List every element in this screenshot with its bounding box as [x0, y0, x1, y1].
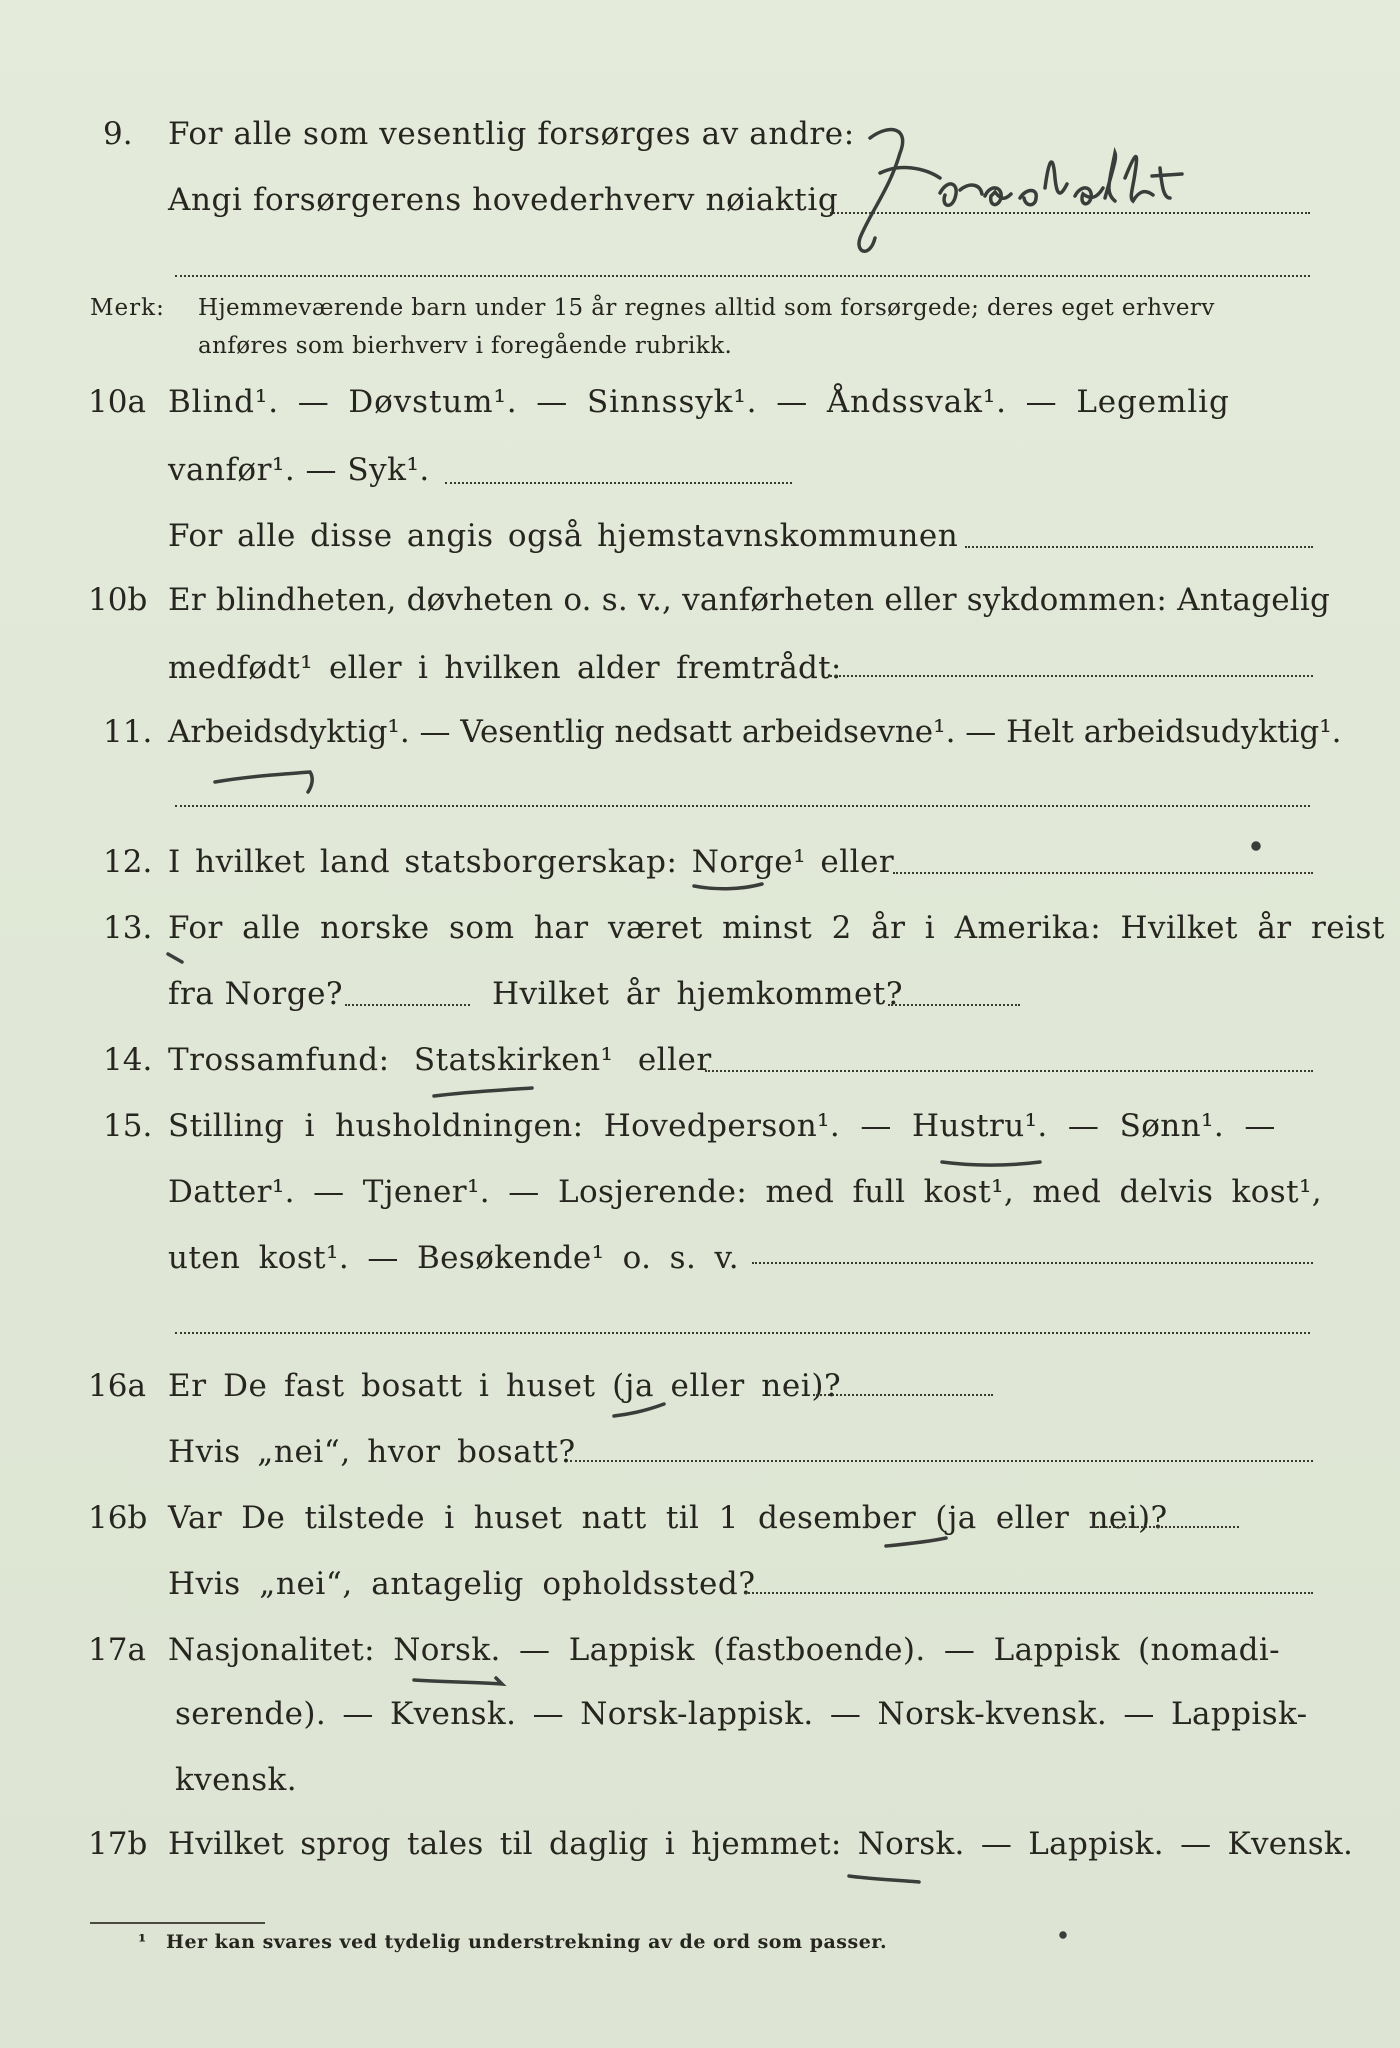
q16b-whereabouts-line [745, 1592, 1313, 1594]
q10b-text-line1: Er blindheten, døvheten o. s. v., vanførheten eller sykdommen: Antagelig [168, 582, 1331, 618]
q10b-number: 10b [88, 582, 148, 618]
q15-separator-line [175, 1332, 1310, 1334]
q13-text-line2a: fra Norge? [168, 976, 344, 1012]
q17a-number: 17a [88, 1632, 146, 1668]
q14-answer-line [705, 1070, 1313, 1072]
q14-text-line1: Trossamfund: Statskirken¹ eller [168, 1042, 712, 1078]
q16a-text-line1: Er De fast bosatt i huset (ja eller nei)? [168, 1368, 842, 1404]
q12-answer-line [893, 872, 1313, 874]
q17a-text-line1: Nasjonalitet: Norsk. — Lappisk (fastboende). — Lappisk (nomadi- [168, 1632, 1281, 1668]
q16b-text-line2: Hvis „nei“, antagelig opholdssted? [168, 1566, 756, 1602]
q16b-number: 16b [88, 1500, 148, 1536]
merk-label: Merk: [90, 295, 165, 321]
q13-text-line2b: Hvilket år hjemkommet? [492, 976, 903, 1012]
q13-departure-year-line [345, 1004, 470, 1006]
q10a-text-line1: Blind¹. — Døvstum¹. — Sinnssyk¹. — Åndssvak¹. — Legemlig [168, 384, 1230, 420]
q14-handwritten-underline [430, 1084, 540, 1104]
merk-text-line2: anføres som bierhverv i foregående rubrikk. [198, 333, 733, 359]
q16a-text-line2: Hvis „nei“, hvor bosatt? [168, 1434, 576, 1470]
q11-handwritten-underline [210, 760, 330, 800]
q11-separator-line [175, 805, 1310, 807]
q10a-text-line2: vanfør¹. — Syk¹. [168, 452, 430, 488]
q17b-number: 17b [88, 1826, 148, 1862]
q12-number: 12. [103, 844, 153, 880]
q15-answer-line [752, 1262, 1313, 1264]
q16b-text-line1: Var De tilstede i huset natt til 1 desember (ja eller nei)? [168, 1500, 1168, 1536]
q10b-answer-line [830, 675, 1313, 677]
q14-number: 14. [103, 1042, 153, 1078]
q15-text-line2: Datter¹. — Tjener¹. — Losjerende: med full kost¹, med delvis kost¹, [168, 1174, 1323, 1210]
q13-pen-mark [164, 950, 194, 970]
footnote-rule [90, 1922, 265, 1924]
q10a-text-line3: For alle disse angis også hjemstavnskommunen [168, 518, 959, 554]
q12-ink-dot [1248, 838, 1264, 854]
q13-text-line1: For alle norske som har været minst 2 år i Amerika: Hvilket år reist [168, 910, 1385, 946]
q16a-handwritten-underline [610, 1402, 670, 1422]
q11-number: 11. [103, 714, 153, 750]
q9-text-line2: Angi forsørgerens hovederhverv nøiaktig [168, 182, 839, 218]
footnote-ink-dot [1058, 1930, 1068, 1940]
q17a-text-line2: serende). — Kvensk. — Norsk-lappisk. — Norsk-kvensk. — Lappisk- [175, 1696, 1308, 1732]
q16a-residence-line [570, 1460, 1313, 1462]
footnote-text: Her kan svares ved tydelig understrekning av de ord som passer. [166, 1931, 888, 1953]
q12-text-line1: I hvilket land statsborgerskap: Norge¹ eller [168, 844, 895, 880]
q11-text-line1: Arbeidsdyktig¹. — Vesentlig nedsatt arbeidsevne¹. — Helt arbeidsudyktig¹. [168, 714, 1342, 750]
q10a-municipality-line [965, 546, 1313, 548]
q16b-handwritten-underline [882, 1532, 952, 1552]
q10b-text-line2: medfødt¹ eller i hvilken alder fremtrådt: [168, 650, 842, 686]
q17a-handwritten-underline [410, 1672, 510, 1692]
q13-return-year-line [888, 1004, 1020, 1006]
q15-handwritten-underline [938, 1154, 1048, 1174]
q10a-sick-answer-line [445, 482, 792, 484]
q12-handwritten-underline [690, 876, 770, 896]
q16a-number: 16a [88, 1368, 146, 1404]
q15-number: 15. [103, 1108, 153, 1144]
footnote-mark: ¹ [138, 1931, 147, 1953]
q16a-answer-line [813, 1394, 993, 1396]
q9-number: 9. [103, 116, 133, 152]
q15-text-line1: Stilling i husholdningen: Hovedperson¹. — Hustru¹. — Sønn¹. — [168, 1108, 1276, 1144]
q9-separator-line [175, 275, 1310, 277]
q13-number: 13. [103, 910, 153, 946]
q17b-handwritten-underline [845, 1870, 925, 1890]
q15-text-line3: uten kost¹. — Besøkende¹ o. s. v. [168, 1240, 739, 1276]
q17a-text-line3: kvensk. [175, 1762, 297, 1798]
q9-handwritten-answer [830, 118, 1320, 268]
q9-text-line1: For alle som vesentlig forsørges av andre: [168, 116, 855, 152]
q10a-number: 10a [88, 384, 146, 420]
q17b-text-line1: Hvilket sprog tales til daglig i hjemmet: Norsk. — Lappisk. — Kvensk. [168, 1826, 1354, 1862]
q16b-answer-line [1093, 1526, 1239, 1528]
merk-text-line1: Hjemmeværende barn under 15 år regnes alltid som forsørgede; deres eget erhverv [198, 295, 1215, 321]
